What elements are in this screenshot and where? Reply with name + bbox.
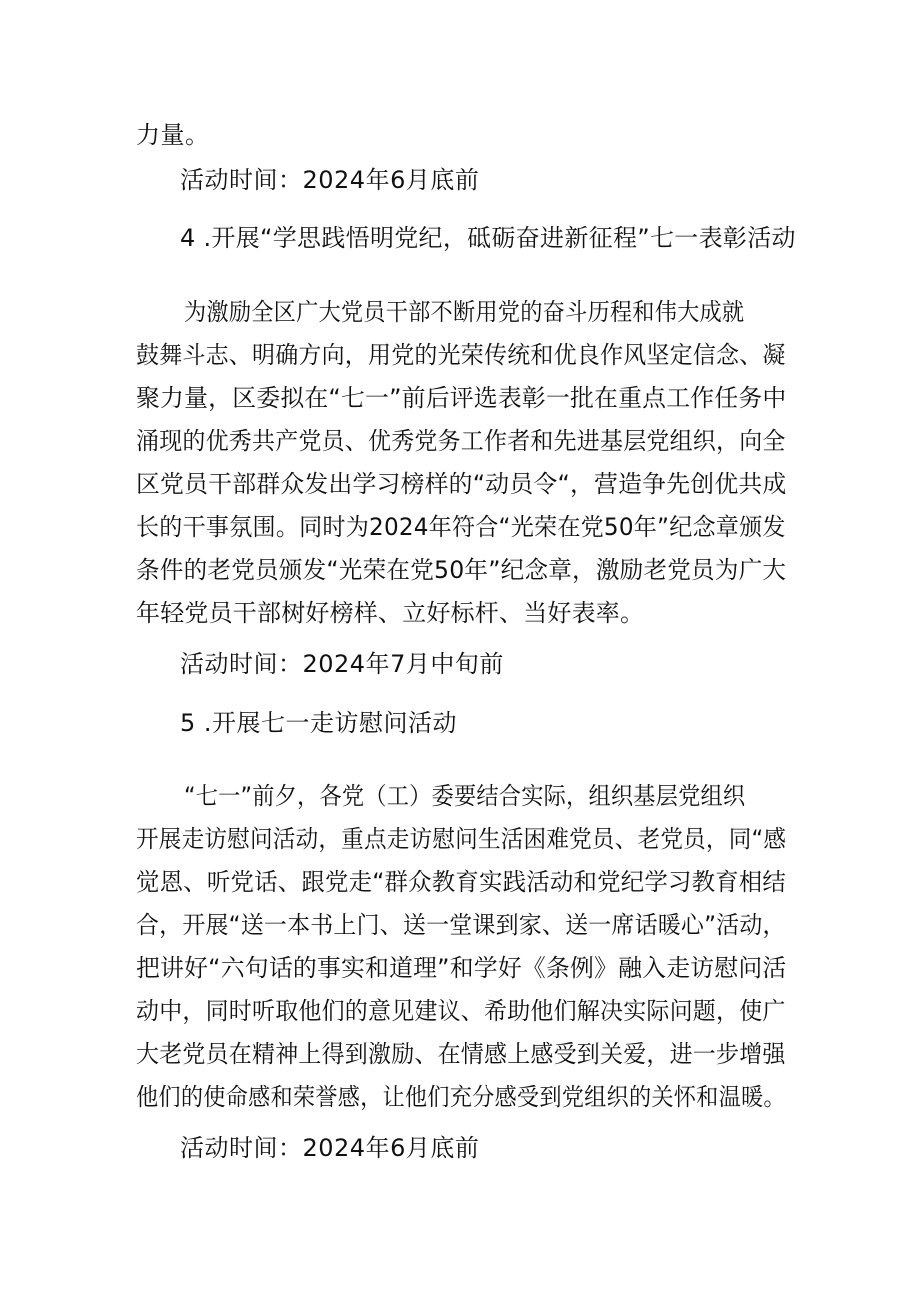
- activity-time-1: 活动时间：2024年6月底前: [180, 166, 480, 194]
- activity-time-3: 活动时间：2024年6月底前: [180, 1134, 480, 1162]
- section-heading-5: 5 .开展七一走访慰问活动: [180, 709, 458, 737]
- previous-paragraph-tail: 力量。: [136, 121, 210, 149]
- paragraph-line: 条件的老党员颁发“光荣在党50年”纪念章，激励老党员为广大: [136, 556, 787, 584]
- paragraph-line: 觉恩、听党话、跟党走“群众教育实践活动和党纪学习教育相结: [136, 868, 787, 896]
- section-heading-4: 4 .开展“学思践悟明党纪，砥砺奋进新征程”七一表彰活动: [180, 224, 796, 252]
- paragraph-line: 动中，同时听取他们的意见建议、希助他们解决实际问题，使广: [136, 997, 786, 1025]
- paragraph-line: 区党员干部群众发出学习榜样的“动员令“，营造争先创优共成: [136, 470, 787, 498]
- paragraph-line: “七一”前夕，各党（工）委要结合实际，组织基层党组织: [184, 782, 746, 810]
- paragraph-line: 年轻党员干部树好榜样、立好标杆、当好表率。: [136, 599, 645, 627]
- paragraph-line: 为激励全区广大党员干部不断用党的奋斗历程和伟大成就: [184, 298, 745, 326]
- paragraph-line: 大老党员在精神上得到激励、在情感上感受到关爱，进一步增强: [136, 1040, 786, 1068]
- activity-time-2: 活动时间：2024年7月中旬前: [180, 650, 504, 678]
- paragraph-line: 长的干事氛围。同时为2024年符合“光荣在党50年”纪念章颁发: [136, 513, 786, 541]
- paragraph-line: 聚力量，区委拟在“七一”前后评选表彰一批在重点工作任务中: [136, 384, 787, 412]
- paragraph-line: 把讲好“六句话的事实和道理”和学好《条例》融入走访慰问活: [136, 954, 787, 982]
- paragraph-line: 合，开展“送一本书上门、送一堂课到家、送一席话暖心”活动，: [136, 911, 786, 939]
- paragraph-line: 涌现的优秀共产党员、优秀党务工作者和先进基层党组织，向全: [136, 427, 786, 455]
- paragraph-line: 鼓舞斗志、明确方向，用党的光荣传统和优良作风坚定信念、凝: [136, 341, 786, 369]
- paragraph-line: 开展走访慰问活动，重点走访慰问生活困难党员、老党员，同“感: [136, 825, 787, 853]
- paragraph-line: 他们的使命感和荣誉感，让他们充分感受到党组织的关怀和温暖。: [136, 1083, 786, 1111]
